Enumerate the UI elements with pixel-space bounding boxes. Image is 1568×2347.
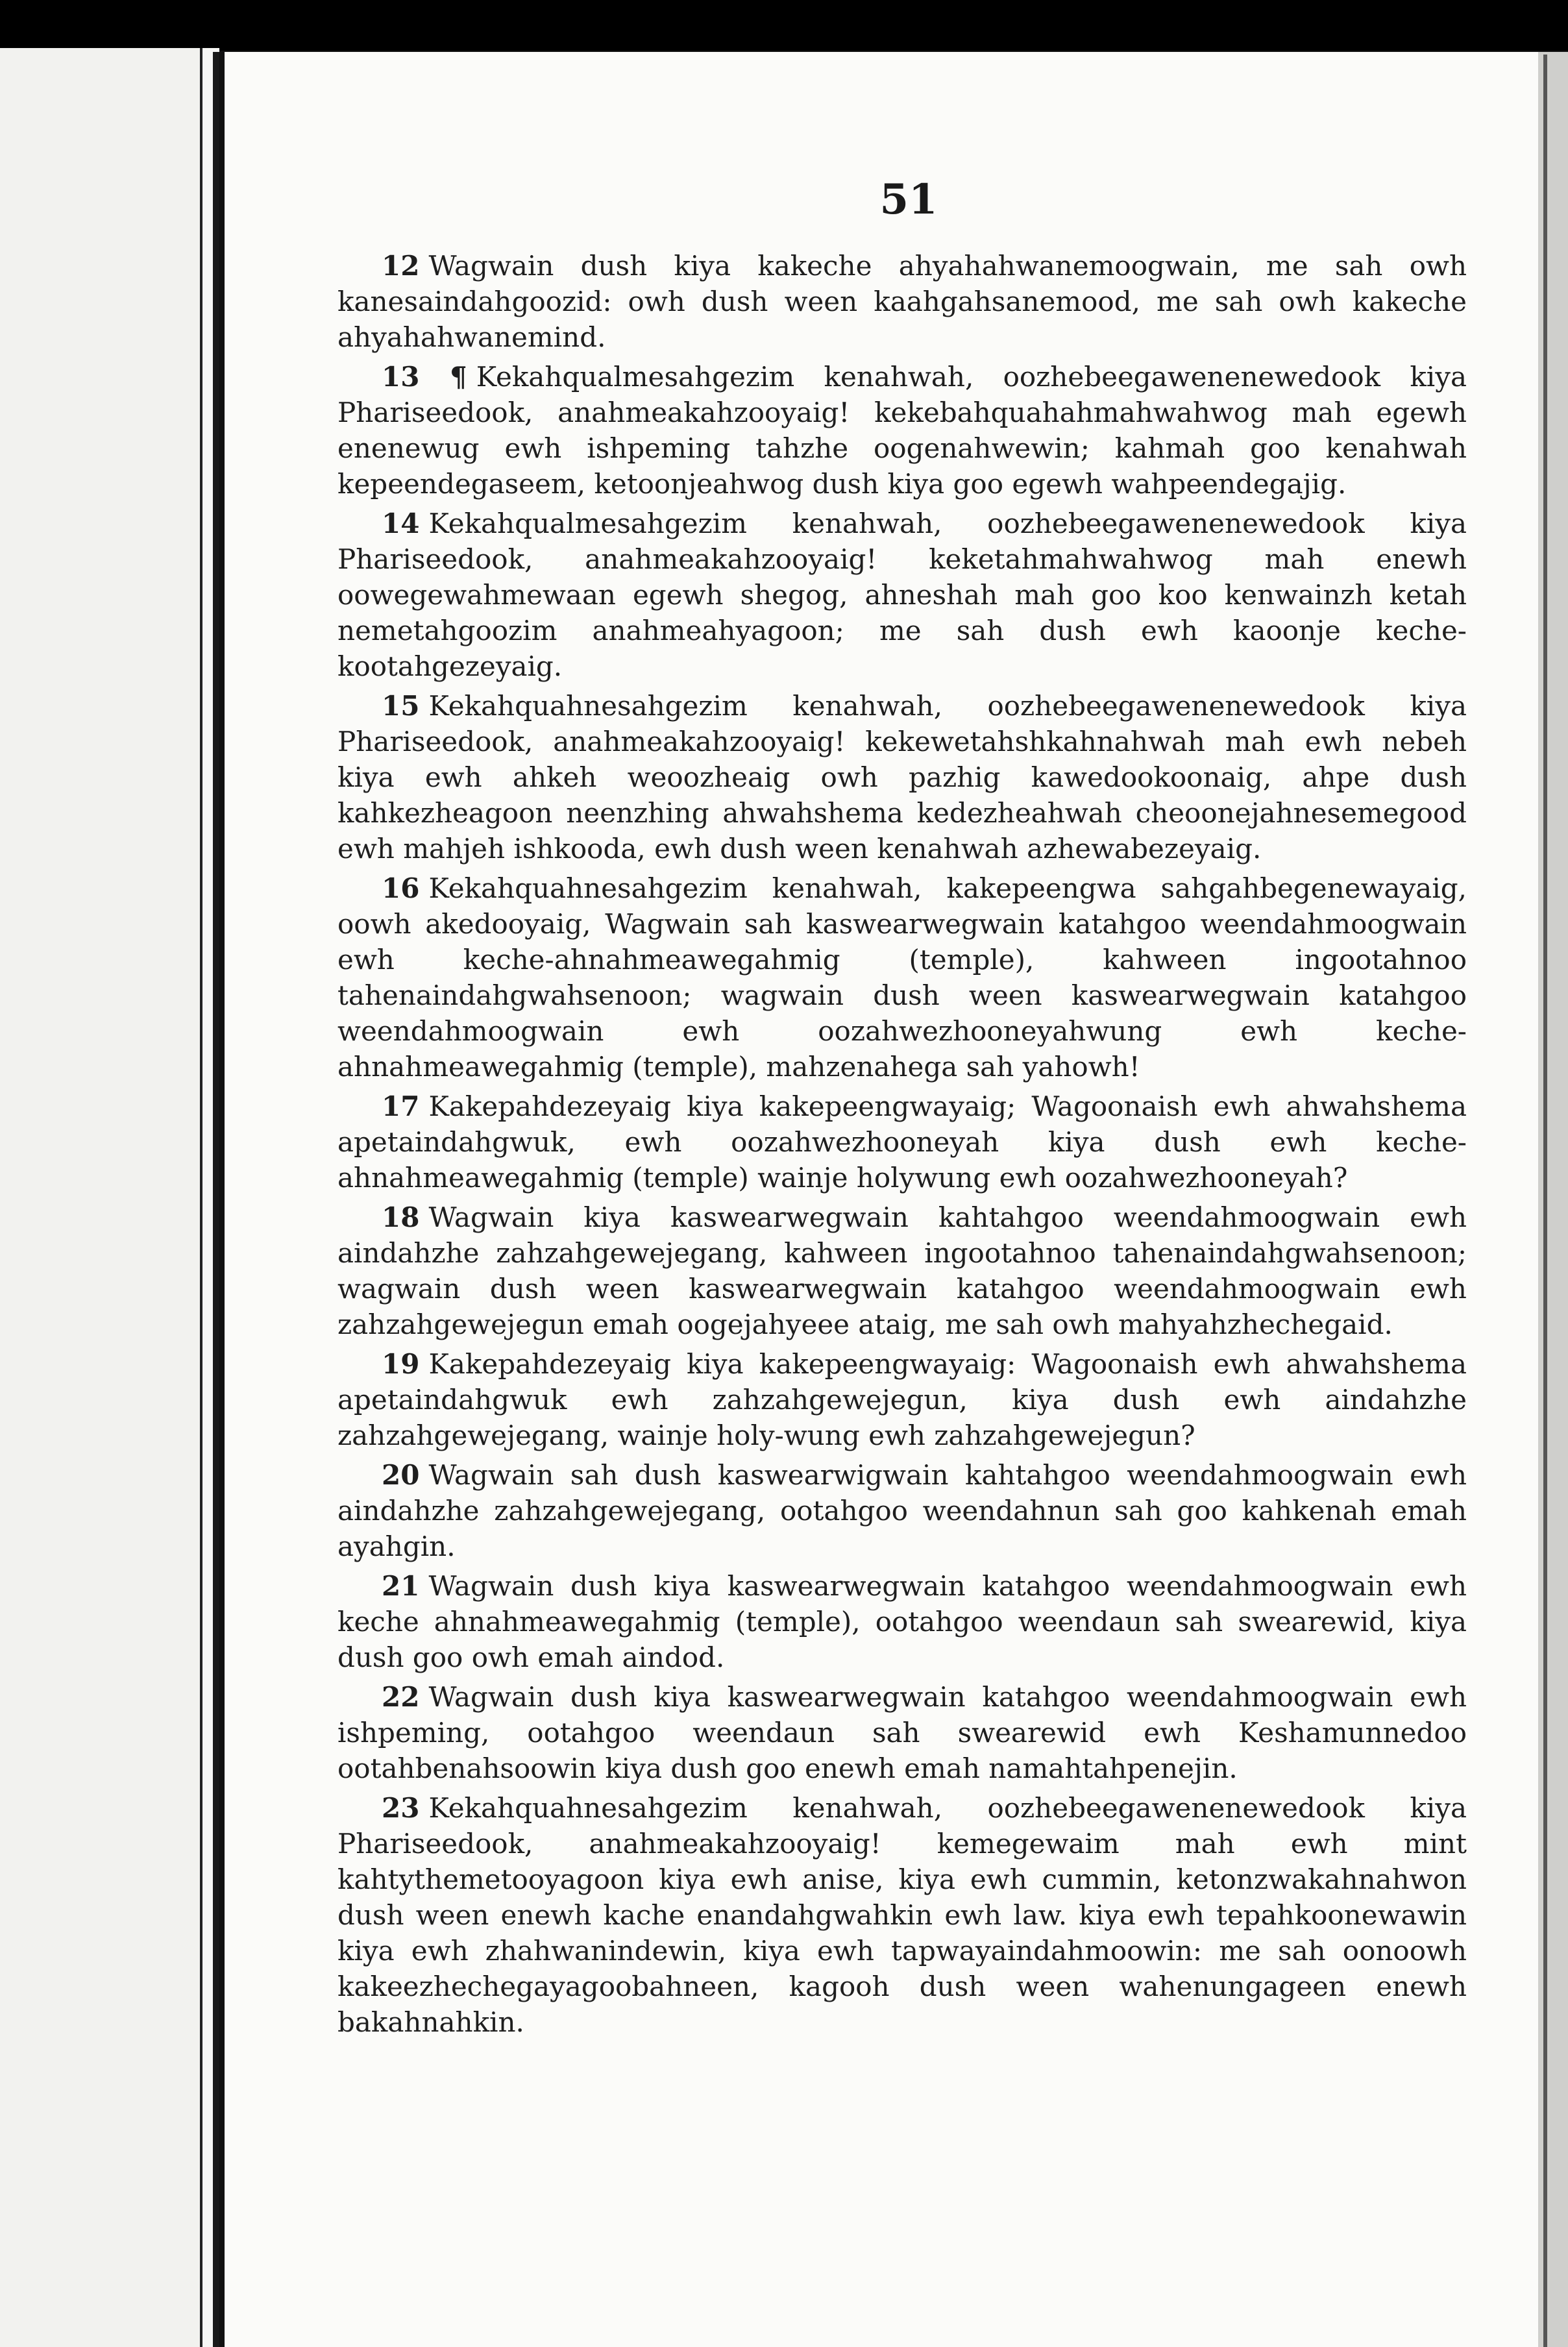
verse-number: 19 [382, 1348, 420, 1380]
verse-text: Wagwain dush kiya kaswearwegwain katahgoo weendahmoogwain ewh ishpeming, ootahgoo weendaun sah swearewid ewh Keshamunnedoo ootahbenahsoowin kiya dush goo enewh emah namahtahpenejin. [337, 1681, 1467, 1784]
verse-number: 22 [382, 1681, 420, 1713]
binding-shadow [213, 52, 219, 2347]
verse-14 [337, 506, 1467, 684]
right-edge-shadow [1543, 55, 1547, 2347]
left-page-edge [0, 48, 204, 2347]
verse-text: Wagwain dush kiya kakeche ahyahahwanemoogwain, me sah owh kanesaindahgoozid: owh dush ween kaahgahsanemood, me sah owh kakeche ahyahahwanemind. [337, 250, 1467, 353]
verse-number: 23 [382, 1792, 420, 1824]
page-number: 51 [879, 175, 938, 224]
verse-number: 13 ¶ [382, 361, 467, 393]
verse-number: 16 [382, 872, 420, 904]
verse-number: 20 [382, 1459, 420, 1491]
verse-20 [337, 1457, 1467, 1564]
verse-23 [337, 1790, 1467, 2040]
verse-number: 14 [382, 508, 420, 539]
verse-12 [337, 248, 1467, 355]
verse-text: Wagwain kiya kaswearwegwain kahtahgoo weendahmoogwain ewh aindahzhe zahzahgewejegang, kahween ingootahnoo tahenaindahgwahsenoon; wagwain dush ween kaswearwegwain katahgoo weendahmoogwain ewh zahzahgewejegun emah oogejahyeee ataig, me sah owh mahyahzhechegaid. [337, 1201, 1467, 1340]
verse-text: Kekahquahnesahgezim kenahwah, oozhebeegawenenewedook kiya Phariseedook, anahmeakahzooyaig! kekewetahshkahnahwah mah ewh nebeh kiya ewh ahkeh weoozheaig owh pazhig kawedookoonaig, ahpe dush kahkezheagoon neenzhing ahwahshema kedezheahwah cheoonejahnesemegood ewh mahjeh ishkooda, ewh dush ween kenahwah azhewabezeyaig. [337, 690, 1467, 865]
verse-number: 21 [382, 1570, 420, 1602]
verse-15 [337, 688, 1467, 866]
verse-text: Kekahquahnesahgezim kenahwah, oozhebeegawenenewedook kiya Phariseedook, anahmeakahzooyaig! kemegewaim mah ewh mint kahtythemetooyagoon kiya ewh anise, kiya ewh cummin, ketonzwakahnahwon dush ween enewh kache enandahgwahkin ewh law. kiya ewh tepahkoonewawin kiya ewh zhahwanindewin, kiya ewh tapwayaindahmoowin: me sah oonoowh kakeezhechegayagoobahneen, kagooh dush ween wahenungageen enewh bakahnahkin. [337, 1792, 1467, 2038]
verse-18 [337, 1199, 1467, 1342]
verse-text: Wagwain sah dush kaswearwigwain kahtahgoo weendahmoogwain ewh aindahzhe zahzahgewejegang, ootahgoo weendahnun sah goo kahkenah emah ayahgin. [337, 1459, 1467, 1562]
verse-16 [337, 870, 1467, 1085]
verse-13 [337, 359, 1467, 502]
verse-text-block [337, 248, 1467, 2044]
verse-number: 12 [382, 250, 420, 282]
verse-text: Kakepahdezeyaig kiya kakepeengwayaig: Wagoonaish ewh ahwahshema apetaindahgwuk ewh zahzahgewejegun, kiya dush ewh aindahzhe zahzahgewejegang, wainje holy-wung ewh zahzahgewejegun? [337, 1348, 1467, 1451]
right-page-edge [1538, 52, 1568, 2347]
verse-text: Kekahquahnesahgezim kenahwah, kakepeengwa sahgahbegenewayaig, oowh akedooyaig, Wagwain sah kaswearwegwain katahgoo weendahmoogwain ewh keche-ahnahmeawegahmig (temple), kahween ingootahnoo tahenaindahgwahsenoon; wagwain dush ween kaswearwegwain katahgoo weendahmoogwain ewh oozahwezhooneyahwung ewh keche-ahnahmeawegahmig (temple), mahzenahega sah yahowh! [337, 872, 1467, 1083]
verse-text: Kakepahdezeyaig kiya kakepeengwayaig; Wagoonaish ewh ahwahshema apetaindahgwuk, ewh oozahwezhooneyah kiya dush ewh keche-ahnahmeawegahmig (temple) wainje holywung ewh oozahwezhooneyah? [337, 1090, 1467, 1194]
verse-19 [337, 1346, 1467, 1453]
verse-22 [337, 1679, 1467, 1786]
verse-text: Kekahqualmesahgezim kenahwah, oozhebeegawenenewedook kiya Phariseedook, anahmeakahzooyaig! kekebahquahahmahwahwog mah egewh enenewug ewh ishpeming tahzhe oogenahwewin; kahmah goo kenahwah kepeendegaseem, ketoonjeahwog dush kiya goo egewh wahpeendegajig. [337, 361, 1467, 500]
verse-text: Wagwain dush kiya kaswearwegwain katahgoo weendahmoogwain ewh keche ahnahmeawegahmig (temple), ootahgoo weendaun sah swearewid, kiya dush goo owh emah aindod. [337, 1570, 1467, 1673]
verse-text: Kekahqualmesahgezim kenahwah, oozhebeegawenenewedook kiya Phariseedook, anahmeakahzooyaig! keketahmahwahwog mah enewh oowegewahmewaan egewh shegog, ahneshah mah goo koo kenwainzh ketah nemetahgoozim anahmeahyagoon; me sah dush ewh kaoonje keche-kootahgezeyaig. [337, 508, 1467, 682]
verse-number: 18 [382, 1201, 420, 1233]
scan-top-border [0, 0, 1568, 51]
verse-17 [337, 1088, 1467, 1196]
verse-number: 15 [382, 690, 420, 722]
verse-21 [337, 1568, 1467, 1675]
verse-number: 17 [382, 1090, 420, 1122]
